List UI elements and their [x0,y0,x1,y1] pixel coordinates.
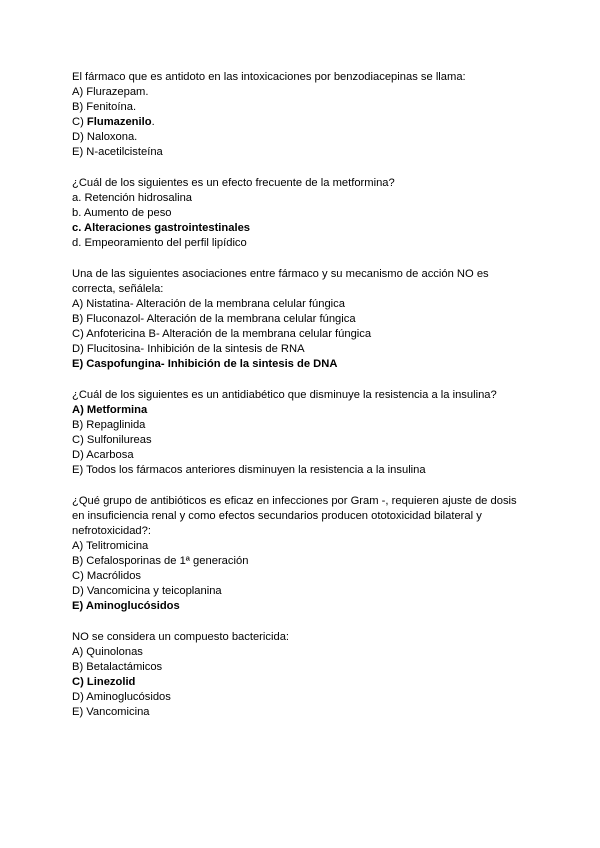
question-text: ¿Cuál de los siguientes es un efecto frecuente de la metformina? [72,177,395,189]
option-a: A) Quinolonas [72,646,143,658]
option-c: C) Sulfonilureas [72,434,152,446]
option-a: a. Retención hidrosalina [72,192,193,204]
option-d: D) Aminoglucósidos [72,691,171,703]
option-b: B) Fenitoína. [72,101,137,113]
option-b: B) Fluconazol- Alteración de la membrana celular fúngica [72,313,356,325]
option-b: B) Cefalosporinas de 1ª generación [72,555,249,567]
option-c-correct: C) Linezolid [72,676,136,688]
question-4 [72,388,532,478]
option-e: E) Vancomicina [72,706,150,718]
option-suffix: . [151,116,155,128]
document-page [72,70,532,736]
question-text: Una de las siguientes asociaciones entre fármaco y su mecanismo de acción NO es correcta, señálela: [72,268,489,295]
option-e-correct: E) Caspofungina- Inhibición de la sintesis de DNA [72,358,338,370]
option-d: d. Empeoramiento del perfil lipídico [72,237,247,249]
question-5 [72,494,532,614]
question-3 [72,267,532,372]
option-a: A) Flurazepam. [72,86,149,98]
option-d: D) Acarbosa [72,449,134,461]
option-d: D) Naloxona. [72,131,138,143]
option-a-correct: A) Metformina [72,404,148,416]
question-text: El fármaco que es antidoto en las intoxicaciones por benzodiacepinas se llama: [72,71,466,83]
option-c: C) Anfotericina B- Alteración de la membrana celular fúngica [72,328,372,340]
correct-answer: Flumazenilo [86,116,152,128]
option-a: A) Nistatina- Alteración de la membrana celular fúngica [72,298,345,310]
question-2 [72,176,532,251]
question-6 [72,630,532,720]
question-text: NO se considera un compuesto bactericida: [72,631,290,643]
option-prefix: C) [72,116,87,128]
option-d: D) Vancomicina y teicoplanina [72,585,222,597]
question-1 [72,70,532,160]
option-e: E) N-acetilcisteína [72,146,163,158]
option-d: D) Flucitosina- Inhibición de la sintesis de RNA [72,343,305,355]
option-b: B) Betalactámicos [72,661,163,673]
option-b: b. Aumento de peso [72,207,172,219]
option-b: B) Repaglinida [72,419,146,431]
option-c: C) Macrólidos [72,570,142,582]
option-a: A) Telitromicina [72,540,149,552]
question-text: ¿Qué grupo de antibióticos es eficaz en infecciones por Gram -, requieren ajuste de dosis en insuficiencia renal y como efectos secundarios producen ototoxicidad bilateral y nefrotoxicidad?: [72,495,517,537]
option-c-correct [72,115,532,130]
option-e-correct: E) Aminoglucósidos [72,600,180,612]
question-text: ¿Cuál de los siguientes es un antidiabético que disminuye la resistencia a la insulina? [72,389,497,401]
option-c-correct: c. Alteraciones gastrointestinales [72,222,251,234]
option-e: E) Todos los fármacos anteriores disminuyen la resistencia a la insulina [72,464,426,476]
